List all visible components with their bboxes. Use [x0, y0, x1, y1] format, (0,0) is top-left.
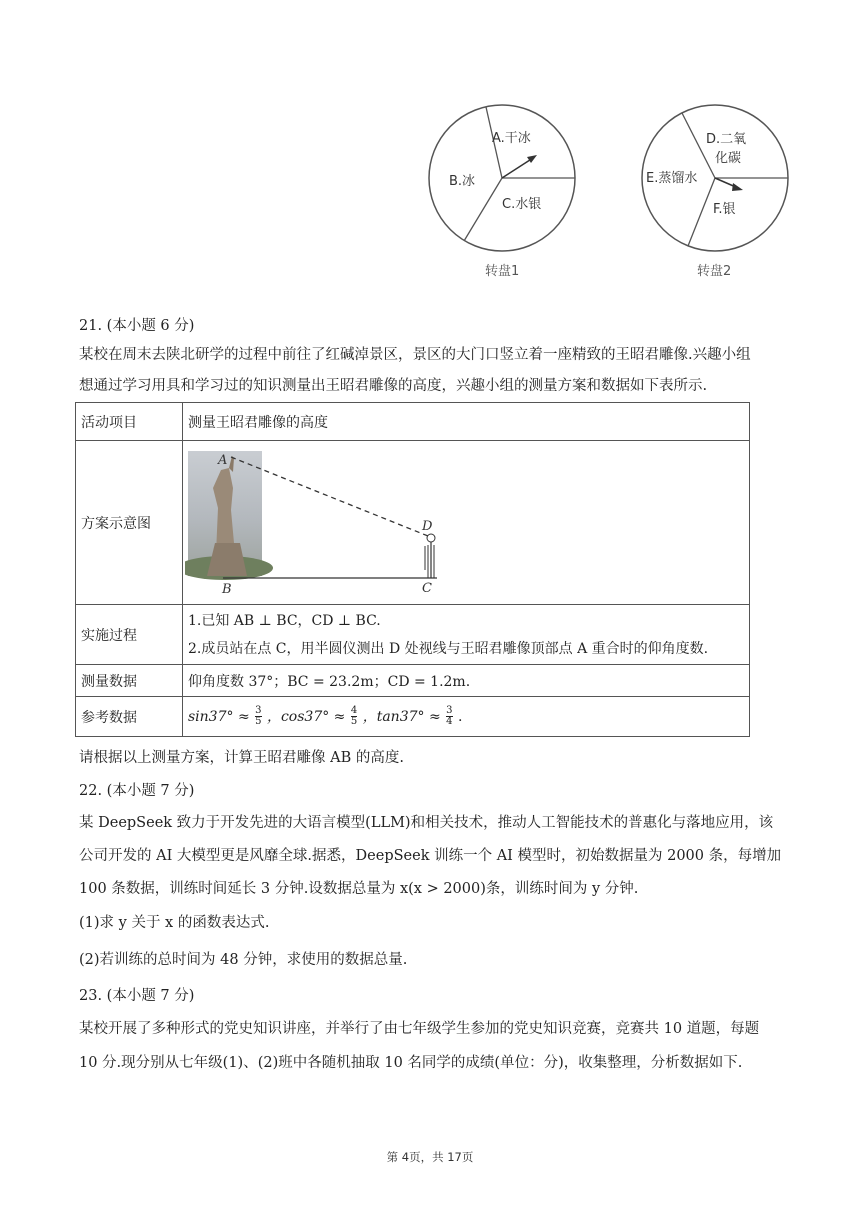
row-label-process: 实施过程	[76, 605, 183, 665]
point-c-label: C	[422, 580, 432, 596]
cos-num: 4	[350, 705, 358, 717]
sin-den: 5	[255, 716, 262, 728]
cos-den: 5	[350, 716, 358, 728]
row-label-data: 测量数据	[76, 665, 183, 697]
spinner-2-caption: 转盘2	[697, 264, 732, 279]
cos-prefix: ，cos37° ≈	[266, 708, 346, 725]
q22-line-2: 公司开发的 AI 大模型更是风靡全球.据悉，DeepSeek 训练一个 AI 模型时，初始数据量为 2000 条，每增加	[79, 848, 782, 864]
row-label-activity: 活动项目	[76, 403, 183, 441]
process-step-2: 2.成员站在点 C，用半圆仪测出 D 处视线与王昭君雕像顶部点 A 重合时的仰角度数.	[188, 640, 709, 657]
tan-num: 3	[446, 705, 453, 717]
tan-den: 4	[446, 716, 453, 728]
q22-header: 22. (本小题 7 分)	[79, 783, 195, 799]
table-row-activity	[76, 403, 750, 441]
q23-line-1: 某校开展了多种形式的党史知识讲座，并举行了由七年级学生参加的党史知识竞赛，竞赛共 10 道题，每题	[79, 1021, 760, 1037]
sector-d-label-2: 化碳	[715, 151, 742, 166]
point-d-label: D	[422, 518, 433, 534]
cos-fraction	[351, 706, 357, 727]
sector-f-label: F.银	[713, 202, 736, 217]
row-value-reference	[183, 697, 750, 737]
sector-b-label: B.冰	[449, 174, 476, 189]
point-a-label: A	[218, 452, 228, 468]
row-label-reference: 参考数据	[76, 697, 183, 737]
process-step-1: 1.已知 AB ⊥ BC，CD ⊥ BC.	[188, 612, 381, 629]
point-b-label: B	[222, 581, 232, 597]
tan-fraction	[446, 706, 452, 727]
table-row-diagram	[76, 441, 750, 605]
person-figure	[425, 534, 435, 578]
spinner-1-pointer	[502, 158, 533, 178]
q23-line-2: 10 分.现分别从七年级(1)、(2)班中各随机抽取 10 名同学的成绩(单位：分)，收集整理，分析数据如下.	[79, 1055, 743, 1071]
q21-header: 21. (本小题 6 分)	[79, 318, 195, 334]
sector-e-label: E.蒸馏水	[646, 171, 698, 186]
page-number: 第 4页，共 17页	[386, 1150, 474, 1164]
q22-line-1: 某 DeepSeek 致力于开发先进的大语言模型(LLM)和相关技术，推动人工智能技术的普惠化与落地应用，该	[79, 815, 774, 831]
table-row-process	[76, 605, 750, 665]
sector-c-label: C.水银	[502, 197, 542, 212]
sin-prefix: sin37° ≈	[188, 708, 250, 725]
q21-table	[75, 402, 750, 737]
row-label-diagram: 方案示意图	[76, 441, 183, 605]
tan-prefix: ，tan37° ≈	[362, 708, 441, 725]
table-row-data	[76, 665, 750, 697]
sin-num: 3	[255, 705, 262, 717]
q22-part-1: (1)求 y 关于 x 的函数表达式.	[79, 915, 270, 931]
sin-fraction	[255, 706, 261, 727]
sector-a-label: A.干冰	[492, 131, 531, 146]
q22-line-3: 100 条数据，训练时间延长 3 分钟.设数据总量为 x(x > 2000)条，训练时间为 y 分钟.	[79, 881, 639, 897]
q21-intro-line-1: 某校在周末去陕北研学的过程中前往了红碱淖景区，景区的大门口竖立着一座精致的王昭君雕像.兴趣小组	[79, 347, 751, 363]
ref-end: .	[457, 708, 463, 725]
row-value-data: 仰角度数 37°；BC = 23.2m；CD = 1.2m.	[183, 665, 750, 697]
spinner-figure	[420, 100, 790, 290]
sector-d-label-1: D.二氧	[706, 132, 747, 147]
measurement-diagram	[185, 448, 485, 598]
row-value-activity: 测量王昭君雕像的高度	[183, 403, 750, 441]
q21-ask: 请根据以上测量方案，计算王昭君雕像 AB 的高度.	[79, 750, 404, 766]
q23-header: 23. (本小题 7 分)	[79, 988, 195, 1004]
spinner-1-caption: 转盘1	[485, 264, 520, 279]
q22-part-2: (2)若训练的总时间为 48 分钟，求使用的数据总量.	[79, 952, 408, 968]
q21-intro-line-2: 想通过学习用具和学习过的知识测量出王昭君雕像的高度，兴趣小组的测量方案和数据如下表所示.	[79, 378, 708, 394]
spinner-1	[429, 105, 575, 251]
table-row-reference	[76, 697, 750, 737]
spinner-2	[642, 105, 788, 251]
statue-photo	[185, 451, 273, 580]
